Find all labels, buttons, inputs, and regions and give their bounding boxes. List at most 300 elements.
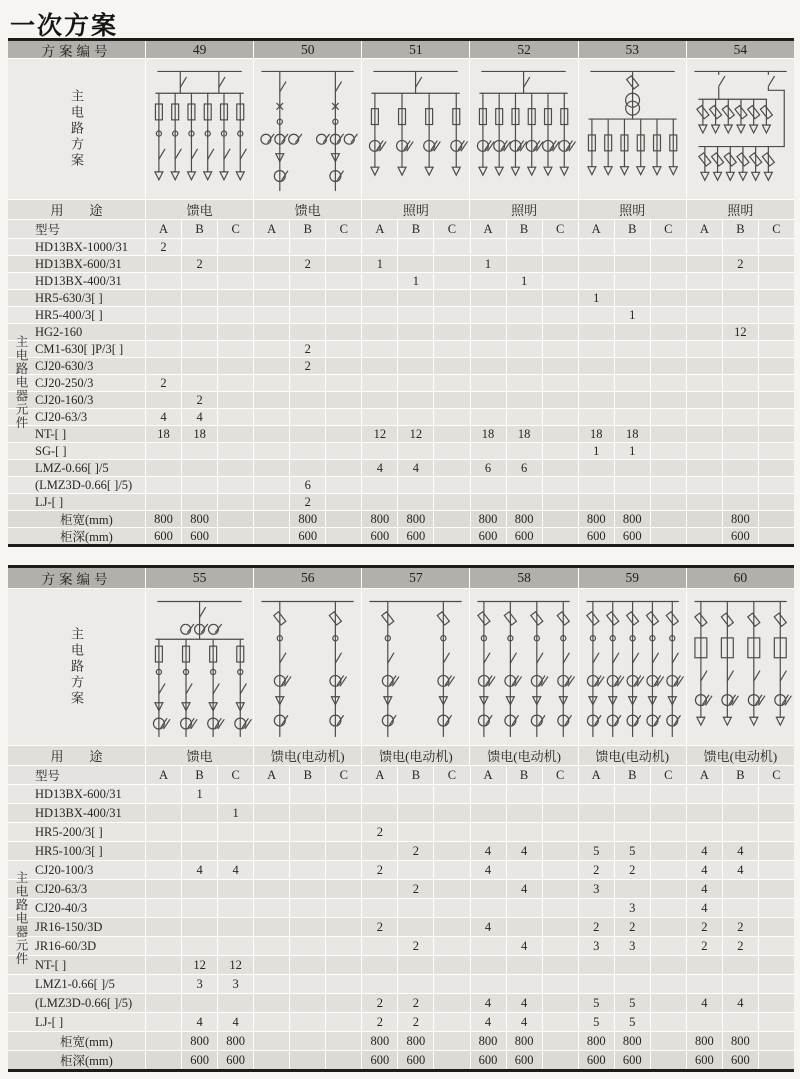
value-cell [434, 1051, 469, 1069]
value-cell: 2 [579, 861, 614, 879]
subcol-header: B [723, 220, 758, 238]
value-cell [254, 409, 289, 425]
value-cell [254, 785, 289, 803]
value-cell: 4 [507, 880, 542, 898]
value-cell [290, 994, 325, 1012]
value-cell [326, 307, 361, 323]
value-cell: 600 [471, 1051, 506, 1069]
value-cell: 600 [398, 1051, 433, 1069]
value-cell [434, 1032, 469, 1050]
value-cell [218, 528, 253, 544]
value-cell: 2 [290, 256, 325, 272]
value-cell [615, 256, 650, 272]
value-cell [615, 290, 650, 306]
value-cell [290, 1013, 325, 1031]
value-cell [218, 918, 253, 936]
value-cell: 800 [146, 511, 181, 527]
value-cell [471, 409, 506, 425]
value-cell [723, 358, 758, 374]
value-cell: 4 [471, 918, 506, 936]
circuit-diagram-57 [362, 591, 469, 743]
value-cell [434, 528, 469, 544]
component-row [8, 937, 794, 955]
usage-cell-49: 馈电 [146, 200, 253, 219]
value-cell: 2 [398, 937, 433, 955]
value-cell [146, 1032, 181, 1050]
value-cell: 2 [687, 937, 722, 955]
value-cell: 3 [615, 899, 650, 917]
value-cell [146, 477, 181, 493]
value-cell: 5 [579, 1013, 614, 1031]
value-cell [434, 823, 469, 841]
value-cell [218, 842, 253, 860]
subcol-header: B [398, 220, 433, 238]
component-row [8, 324, 794, 340]
value-cell [615, 375, 650, 391]
value-cell [759, 842, 794, 860]
value-cell [434, 341, 469, 357]
subcol-header: C [759, 766, 794, 784]
component-row [8, 1013, 794, 1031]
value-cell [362, 956, 397, 974]
component-row [8, 307, 794, 323]
value-cell [507, 804, 542, 822]
value-cell [326, 341, 361, 357]
value-cell [254, 460, 289, 476]
value-cell [615, 460, 650, 476]
row-label: HR5-630/3[ ] [8, 290, 145, 306]
value-cell: 5 [579, 842, 614, 860]
value-cell: 2 [687, 918, 722, 936]
value-cell [543, 290, 578, 306]
circuit-diagram-53 [579, 61, 686, 197]
value-cell [723, 785, 758, 803]
value-cell: 800 [507, 1032, 542, 1050]
value-cell [182, 804, 217, 822]
component-row [8, 239, 794, 255]
value-cell [326, 785, 361, 803]
value-cell: 800 [579, 1032, 614, 1050]
value-cell [687, 375, 722, 391]
value-cell [398, 358, 433, 374]
value-cell [146, 443, 181, 459]
value-cell [434, 511, 469, 527]
value-cell: 3 [579, 880, 614, 898]
value-cell [579, 823, 614, 841]
value-cell [434, 861, 469, 879]
value-cell [254, 273, 289, 289]
value-cell: 6 [290, 477, 325, 493]
component-row [8, 341, 794, 357]
value-cell [579, 409, 614, 425]
value-cell [759, 392, 794, 408]
value-cell [651, 392, 686, 408]
value-cell [507, 290, 542, 306]
scheme-number: 53 [579, 41, 686, 58]
value-cell [146, 956, 181, 974]
value-cell [254, 443, 289, 459]
value-cell [759, 443, 794, 459]
value-cell [507, 477, 542, 493]
value-cell [182, 880, 217, 898]
value-cell [759, 273, 794, 289]
value-cell [326, 273, 361, 289]
value-cell [651, 375, 686, 391]
component-row [8, 375, 794, 391]
value-cell [326, 409, 361, 425]
value-cell [759, 975, 794, 993]
value-cell [759, 409, 794, 425]
value-cell [651, 358, 686, 374]
value-cell: 1 [579, 290, 614, 306]
row-label: HD13BX-400/31 [8, 273, 145, 289]
value-cell [507, 324, 542, 340]
usage-cell-50: 馈电 [254, 200, 361, 219]
scheme-number: 50 [254, 41, 361, 58]
subcol-header: C [759, 220, 794, 238]
diagram-cell-50 [254, 59, 361, 199]
value-cell [290, 975, 325, 993]
value-cell [507, 975, 542, 993]
value-cell [182, 375, 217, 391]
diagram-row-label-text: 主电路方案 [69, 627, 84, 707]
component-row [8, 460, 794, 476]
value-cell: 2 [290, 341, 325, 357]
value-cell: 4 [723, 994, 758, 1012]
value-cell [759, 880, 794, 898]
value-cell [326, 880, 361, 898]
value-cell: 18 [146, 426, 181, 442]
value-cell: 2 [146, 239, 181, 255]
value-cell [290, 375, 325, 391]
value-cell [398, 341, 433, 357]
value-cell [759, 804, 794, 822]
value-cell [326, 239, 361, 255]
usage-cell-55: 馈电 [146, 746, 253, 765]
value-cell: 2 [290, 358, 325, 374]
value-cell [182, 443, 217, 459]
scheme-number-header: 方案编号 [8, 568, 145, 588]
value-cell: 2 [362, 918, 397, 936]
value-cell [651, 956, 686, 974]
value-cell [687, 426, 722, 442]
value-cell: 4 [507, 1013, 542, 1031]
value-cell [759, 239, 794, 255]
row-label: LMZ1-0.66[ ]/5 [8, 975, 145, 993]
value-cell [759, 994, 794, 1012]
value-cell [218, 273, 253, 289]
value-cell [759, 899, 794, 917]
value-cell [146, 1051, 181, 1069]
value-cell [434, 307, 469, 323]
value-cell: 600 [687, 1051, 722, 1069]
value-cell: 800 [687, 1032, 722, 1050]
value-cell [471, 273, 506, 289]
value-cell: 18 [579, 426, 614, 442]
value-cell [507, 392, 542, 408]
value-cell [254, 324, 289, 340]
usage-row [8, 746, 794, 765]
scheme-number: 58 [470, 568, 577, 588]
value-cell [615, 823, 650, 841]
value-cell [146, 880, 181, 898]
value-cell: 12 [398, 426, 433, 442]
value-cell [290, 239, 325, 255]
scheme-table-1 [8, 38, 794, 547]
value-cell: 4 [182, 1013, 217, 1031]
value-cell [579, 899, 614, 917]
value-cell: 3 [615, 937, 650, 955]
subcol-header: C [434, 766, 469, 784]
value-cell [759, 511, 794, 527]
subcol-header: C [326, 766, 361, 784]
row-label: CJ20-250/3 [8, 375, 145, 391]
row-label: CJ20-63/3 [8, 880, 145, 898]
value-cell [182, 324, 217, 340]
row-label: 柜宽(mm) [8, 511, 145, 527]
component-row [8, 290, 794, 306]
value-cell [543, 975, 578, 993]
value-cell [759, 375, 794, 391]
value-cell [759, 256, 794, 272]
row-label: LMZ-0.66[ ]/5 [8, 460, 145, 476]
value-cell [579, 477, 614, 493]
subcol-header: A [579, 766, 614, 784]
usage-cell-52: 照明 [470, 200, 577, 219]
value-cell [182, 239, 217, 255]
value-cell: 4 [362, 460, 397, 476]
value-cell [146, 994, 181, 1012]
value-cell: 5 [615, 842, 650, 860]
value-cell [398, 324, 433, 340]
value-cell [362, 341, 397, 357]
value-cell [434, 375, 469, 391]
value-cell: 800 [182, 511, 217, 527]
value-cell: 4 [146, 409, 181, 425]
value-cell [687, 528, 722, 544]
value-cell [290, 443, 325, 459]
value-cell: 4 [507, 842, 542, 860]
value-cell [543, 511, 578, 527]
value-cell: 800 [471, 1032, 506, 1050]
value-cell: 2 [146, 375, 181, 391]
value-cell [759, 358, 794, 374]
subcol-header: A [362, 766, 397, 784]
value-cell [687, 823, 722, 841]
subcol-header: C [651, 220, 686, 238]
value-cell [218, 324, 253, 340]
value-cell [254, 861, 289, 879]
value-cell [218, 426, 253, 442]
value-cell: 4 [687, 842, 722, 860]
value-cell [254, 511, 289, 527]
value-cell [290, 880, 325, 898]
value-cell [471, 956, 506, 974]
value-cell [254, 975, 289, 993]
value-cell [434, 975, 469, 993]
value-cell [434, 460, 469, 476]
value-cell [615, 239, 650, 255]
value-cell [218, 256, 253, 272]
side-label: 主电路电器元件 [14, 870, 28, 965]
value-cell [398, 804, 433, 822]
value-cell [254, 307, 289, 323]
diagram-cell-51 [362, 59, 469, 199]
value-cell [218, 477, 253, 493]
value-cell: 18 [507, 426, 542, 442]
value-cell: 6 [507, 460, 542, 476]
value-cell [507, 494, 542, 510]
value-cell [471, 804, 506, 822]
value-cell [579, 256, 614, 272]
value-cell [326, 443, 361, 459]
value-cell: 4 [687, 994, 722, 1012]
value-cell [182, 477, 217, 493]
value-cell: 600 [723, 528, 758, 544]
value-cell: 4 [471, 842, 506, 860]
value-cell [687, 443, 722, 459]
value-cell [651, 477, 686, 493]
value-cell: 2 [362, 1013, 397, 1031]
value-cell [543, 804, 578, 822]
value-cell [434, 918, 469, 936]
value-cell [507, 861, 542, 879]
value-cell [543, 443, 578, 459]
value-cell [723, 273, 758, 289]
value-cell [254, 823, 289, 841]
row-label: HD13BX-600/31 [8, 256, 145, 272]
value-cell: 4 [182, 409, 217, 425]
side-label: 主电路电器元件 [14, 334, 28, 430]
value-cell [723, 443, 758, 459]
subcol-header: B [507, 766, 542, 784]
value-cell [434, 324, 469, 340]
value-cell: 2 [398, 842, 433, 860]
circuit-diagram-60 [687, 591, 794, 743]
value-cell: 800 [182, 1032, 217, 1050]
value-cell [651, 290, 686, 306]
value-cell [579, 307, 614, 323]
value-cell [362, 443, 397, 459]
value-cell [182, 823, 217, 841]
page-title: 一次方案 [10, 12, 119, 40]
value-cell: 1 [218, 804, 253, 822]
value-cell [723, 460, 758, 476]
value-cell [362, 358, 397, 374]
circuit-diagram-59 [579, 591, 686, 743]
value-cell [759, 918, 794, 936]
value-cell: 2 [615, 861, 650, 879]
value-cell [218, 880, 253, 898]
component-row [8, 1051, 794, 1069]
value-cell [290, 426, 325, 442]
value-cell [434, 273, 469, 289]
value-cell [471, 937, 506, 955]
subcol-header: C [434, 220, 469, 238]
component-row [8, 409, 794, 425]
value-cell [362, 409, 397, 425]
value-cell [723, 899, 758, 917]
value-cell [615, 341, 650, 357]
value-cell [543, 426, 578, 442]
component-row [8, 273, 794, 289]
value-cell [254, 804, 289, 822]
subcol-header: A [687, 766, 722, 784]
value-cell [687, 460, 722, 476]
diagram-row-label [8, 589, 145, 745]
value-cell [398, 307, 433, 323]
value-cell [326, 477, 361, 493]
value-cell [326, 426, 361, 442]
value-cell [254, 494, 289, 510]
value-cell [471, 823, 506, 841]
value-cell [723, 1013, 758, 1031]
value-cell [651, 239, 686, 255]
value-cell [254, 956, 289, 974]
usage-cell-56: 馈电(电动机) [254, 746, 361, 765]
value-cell [398, 785, 433, 803]
value-cell [254, 1013, 289, 1031]
value-cell [507, 409, 542, 425]
value-cell: 4 [723, 842, 758, 860]
row-label: (LMZ3D-0.66[ ]/5) [8, 477, 145, 493]
value-cell [290, 918, 325, 936]
subcol-header: A [146, 766, 181, 784]
value-cell [651, 409, 686, 425]
value-cell [543, 256, 578, 272]
value-cell [218, 375, 253, 391]
scheme-number: 51 [362, 41, 469, 58]
value-cell [723, 341, 758, 357]
model-header-row [8, 766, 794, 784]
scheme-number: 59 [579, 568, 686, 588]
value-cell [543, 528, 578, 544]
usage-cell-59: 馈电(电动机) [579, 746, 686, 765]
value-cell: 1 [579, 443, 614, 459]
usage-cell-54: 照明 [687, 200, 794, 219]
subcol-header: A [687, 220, 722, 238]
value-cell [146, 899, 181, 917]
value-cell [543, 823, 578, 841]
value-cell [254, 1051, 289, 1069]
value-cell [398, 239, 433, 255]
value-cell: 600 [182, 1051, 217, 1069]
value-cell [434, 956, 469, 974]
value-cell [543, 273, 578, 289]
component-row [8, 842, 794, 860]
value-cell [254, 880, 289, 898]
value-cell [434, 785, 469, 803]
value-cell [326, 358, 361, 374]
value-cell [254, 842, 289, 860]
value-cell: 600 [218, 1051, 253, 1069]
diagram-cell-55 [146, 589, 253, 745]
value-cell [543, 1051, 578, 1069]
value-cell [218, 443, 253, 459]
value-cell [146, 823, 181, 841]
value-cell [651, 341, 686, 357]
value-cell [579, 375, 614, 391]
value-cell [290, 937, 325, 955]
value-cell [326, 324, 361, 340]
value-cell: 800 [398, 1032, 433, 1050]
value-cell [543, 994, 578, 1012]
diagram-row-label [8, 59, 145, 199]
row-label: CJ20-630/3 [8, 358, 145, 374]
value-cell [362, 375, 397, 391]
value-cell [146, 842, 181, 860]
value-cell [326, 528, 361, 544]
